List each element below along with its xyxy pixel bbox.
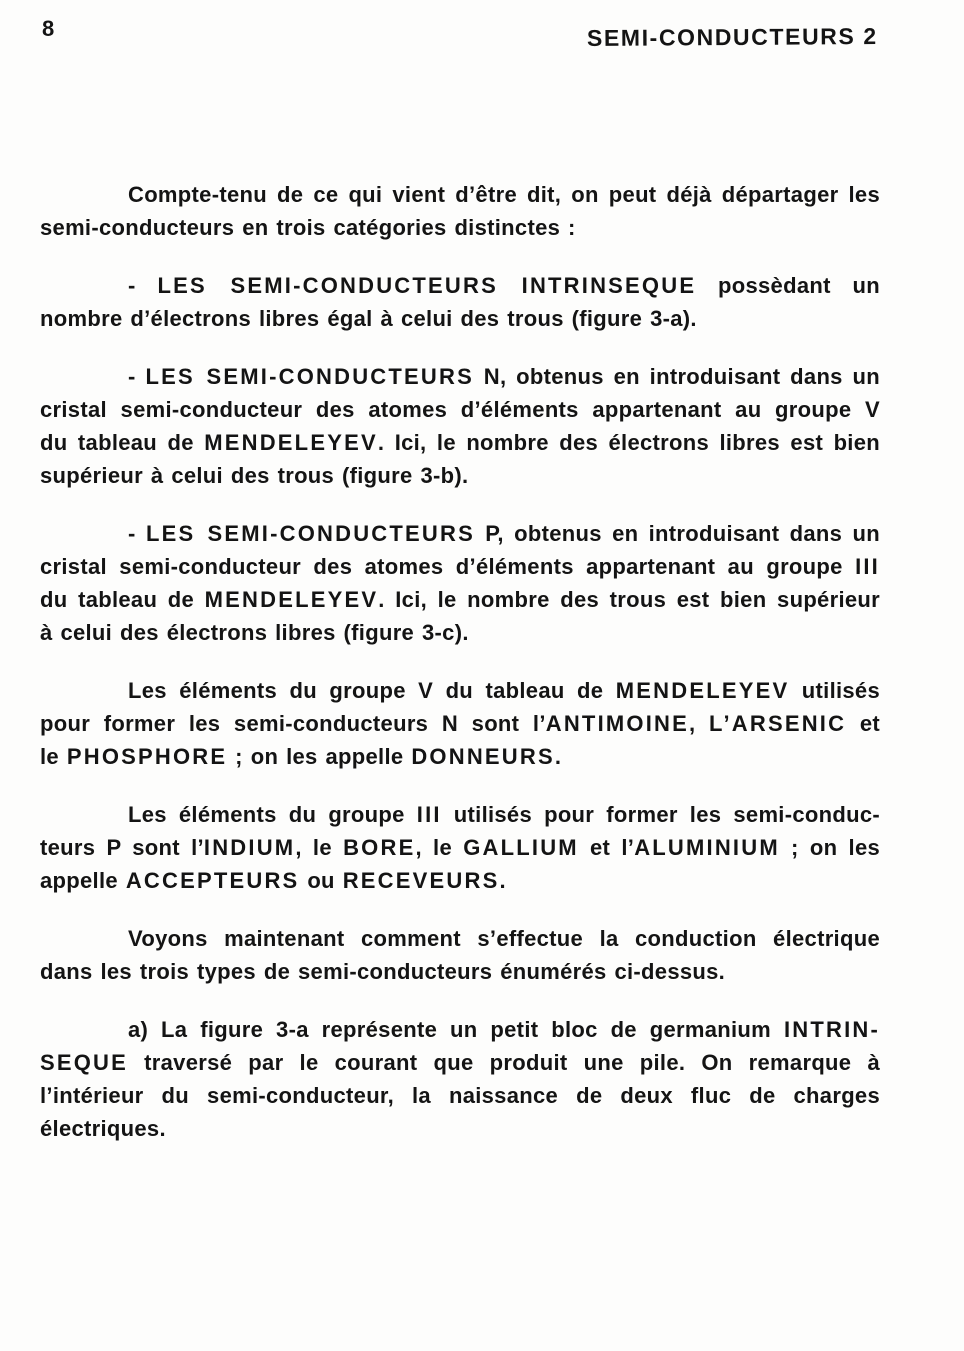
- text-line: appelle ACCEPTEURS ou RECEVEURS.: [40, 868, 506, 893]
- caps-text: MENDELEYEV: [204, 430, 378, 455]
- paragraph: [40, 178, 880, 244]
- text-line: Compte-tenu de ce qui vient d’être dit, on peut déjà départager les: [128, 182, 880, 207]
- text-line: Les éléments du groupe V du tableau de MENDELEYEV utilisés: [128, 678, 881, 703]
- caps-text: BORE: [343, 835, 416, 860]
- paragraph: [40, 360, 880, 492]
- text-line: du tableau de MENDELEYEV. Ici, le nombre des trous est bien supérieur: [40, 587, 880, 612]
- caps-text: ANTIMOINE: [545, 711, 689, 736]
- body-text-block: [40, 178, 880, 1170]
- text-line: pour former les semi-conducteurs N sont l’ANTIMOINE, L’ARSENIC et: [40, 711, 880, 736]
- caps-text: L’ARSENIC: [709, 711, 847, 736]
- text-line: nombre d’électrons libres égal à celui des trous (figure 3-a).: [40, 306, 697, 331]
- caps-text: III: [416, 802, 442, 827]
- paragraph: [40, 922, 880, 988]
- paragraph: [40, 1013, 880, 1145]
- text-line: électriques.: [40, 1116, 166, 1141]
- caps-text: PHOSPHORE: [66, 744, 228, 769]
- text-line: le PHOSPHORE ; on les appelle DONNEURS.: [40, 744, 562, 769]
- caps-text: MENDELEYEV: [204, 587, 379, 612]
- text-line: - LES SEMI-CONDUCTEURS P, obtenus en introduisant dans un: [128, 521, 880, 546]
- paragraph: [40, 674, 880, 773]
- caps-text: SEQUE: [40, 1050, 129, 1075]
- caps-text: LES SEMI-CONDUCTEURS INTRINSEQUE: [157, 273, 697, 298]
- text-line: Les éléments du groupe III utilisés pour former les semi-conduc-: [128, 802, 880, 827]
- caps-text: RECEVEURS: [342, 868, 500, 893]
- text-line: Voyons maintenant comment s’effectue la conduction électrique: [128, 926, 880, 951]
- caps-text: GALLIUM: [463, 835, 579, 860]
- page-number: 8: [42, 16, 55, 41]
- caps-text: MENDELEYEV: [615, 678, 790, 703]
- text-line: à celui des électrons libres (figure 3-c).: [40, 620, 469, 645]
- paragraph: [40, 269, 880, 335]
- text-line: du tableau de MENDELEYEV. Ici, le nombre des électrons libres est bien: [40, 430, 880, 455]
- text-line: a) La figure 3-a représente un petit bloc de germanium INTRIN-: [128, 1017, 880, 1042]
- paragraph: [40, 798, 880, 897]
- caps-text: III: [855, 554, 880, 579]
- caps-text: ACCEPTEURS: [125, 868, 300, 893]
- paragraph: [40, 517, 880, 649]
- text-line: l’intérieur du semi-conducteur, la naissance de deux fluc de charges: [40, 1083, 880, 1108]
- caps-text: INDIUM: [203, 835, 296, 860]
- text-line: - LES SEMI-CONDUCTEURS N, obtenus en introduisant dans un: [128, 364, 880, 389]
- caps-text: ALUMINIUM: [634, 835, 780, 860]
- text-line: supérieur à celui des trous (figure 3-b).: [40, 463, 469, 488]
- caps-text: DONNEURS: [411, 744, 555, 769]
- caps-text: LES SEMI-CONDUCTEURS: [145, 521, 475, 546]
- text-line: semi-conducteurs en trois catégories distinctes :: [40, 215, 576, 240]
- running-header-title: SEMI-CONDUCTEURS 2: [587, 22, 879, 52]
- caps-text: LES SEMI-CONDUCTEURS: [145, 364, 474, 389]
- text-line: dans les trois types de semi-conducteurs énumérés ci-dessus.: [40, 959, 726, 984]
- text-line: SEQUE traversé par le courant que produit une pile. On remarque à: [40, 1050, 880, 1075]
- caps-text: INTRIN-: [783, 1017, 880, 1042]
- text-line: cristal semi-conducteur des atomes d’éléments appartenant au groupe V: [40, 397, 880, 422]
- text-line: teurs P sont l’INDIUM, le BORE, le GALLIUM et l’ALUMINIUM ; on les: [40, 835, 881, 860]
- text-line: cristal semi-conducteur des atomes d’éléments appartenant au groupe III: [40, 554, 880, 579]
- text-line: - LES SEMI-CONDUCTEURS INTRINSEQUE possèdant un: [128, 273, 881, 298]
